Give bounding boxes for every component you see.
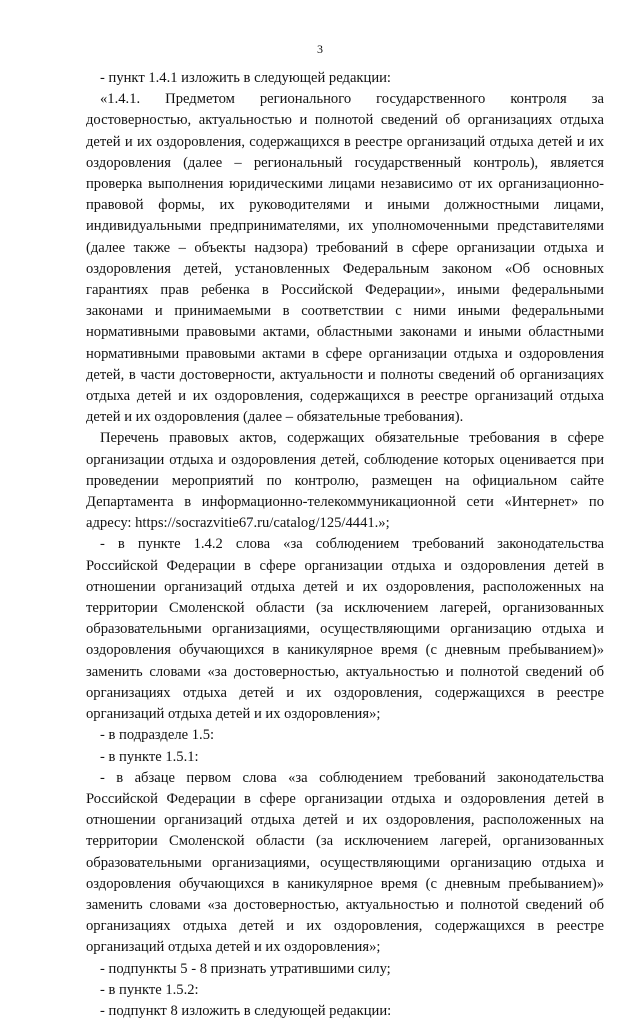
paragraph-1-4-1-text: «1.4.1. Предметом регионального государственного контроля за достоверностью, актуальностью и полнотой сведений об организациях отдыха детей и их оздоровления, содержащихся в реестре организаций отдыха детей и их оздоровления (далее – региональный государственный контроль), является проверка выполнения юридическими лицами независимо от их организационно-правовой формы, их руководителями и иными должностными лицами, индивидуальными предпринимателями, их уполномоченными представителями (далее также – объекты надзора) требований в сфере организации отдыха и оздоровления детей, установленных Федеральным законом «Об основных гарантиях прав ребенка в Российской Федерации», иными федеральными законами и принимаемыми в соответствии с ними иными федеральными нормативными правовыми актами, областными законами и иными областными нормативными правовыми актами в сфере организации отдыха и оздоровления детей, в части достоверности, актуальности и полноты сведений об организациях отдыха детей и их оздоровления, содержащихся в реестре организаций отдыха детей и их оздоровления (далее – обязательные требования). (86, 91, 604, 426)
paragraph-item-1-5-1: - в пункте 1.5.1: (100, 748, 199, 765)
paragraph-legal-acts-list: Перечень правовых актов, содержащих обязательные требования в сфере организации отдыха и оздоровления детей, соблюдение которых оценивается при проведении мероприятий по контролю, размещен на официальном сайте Департамента в информационно-телекоммуникационной сети «Интернет» по адресу: https://socrazvitie67.ru/catalog/125/4441.»; (86, 430, 604, 532)
paragraph-first-abzac: - в абзаце первом слова «за соблюдением требований законодательства Российской Федерации в сфере организации отдыха и оздоровления детей в отношении организаций отдыха детей и их оздоровления, расположенных на территории Смоленской области (за исключением лагерей, организованных образовательными организациями, осуществляющими организацию отдыха и оздоровления обучающихся в каникулярное время (с дневным пребыванием)» заменить словами «за достоверностью, актуальностью и полнотой сведений об организациях отдыха детей и их оздоровления, содержащихся в реестре организаций отдыха детей и их оздоровления»; (86, 769, 604, 956)
paragraph-subitems-5-8: - подпункты 5 - 8 признать утратившими силу; (100, 960, 391, 977)
paragraph-item-1-4-1-intro: - пункт 1.4.1 изложить в следующей редакции: (100, 70, 391, 86)
paragraph-subsection-1-5: - в подразделе 1.5: (100, 727, 215, 744)
page-number: 3 (317, 42, 323, 56)
paragraph-subitem-8: - подпункт 8 изложить в следующей редакции: (100, 1002, 392, 1019)
document-body (86, 68, 604, 1022)
paragraph-item-1-4-2: - в пункте 1.4.2 слова «за соблюдением требований законодательства Российской Федерации в сфере организации отдыха и оздоровления детей в отношении организаций отдыха детей и их оздоровления, расположенных на территории Смоленской области (за исключением лагерей, организованных образовательными организациями, осуществляющими организацию отдыха и оздоровления обучающихся в каникулярное время (с дневным пребыванием)» заменить словами «за достоверностью, актуальностью и полнотой сведений об организациях отдыха детей и их оздоровления, содержащихся в реестре организаций отдыха детей и их оздоровления»; (86, 536, 604, 723)
paragraph-item-1-5-2: - в пункте 1.5.2: (100, 981, 199, 998)
